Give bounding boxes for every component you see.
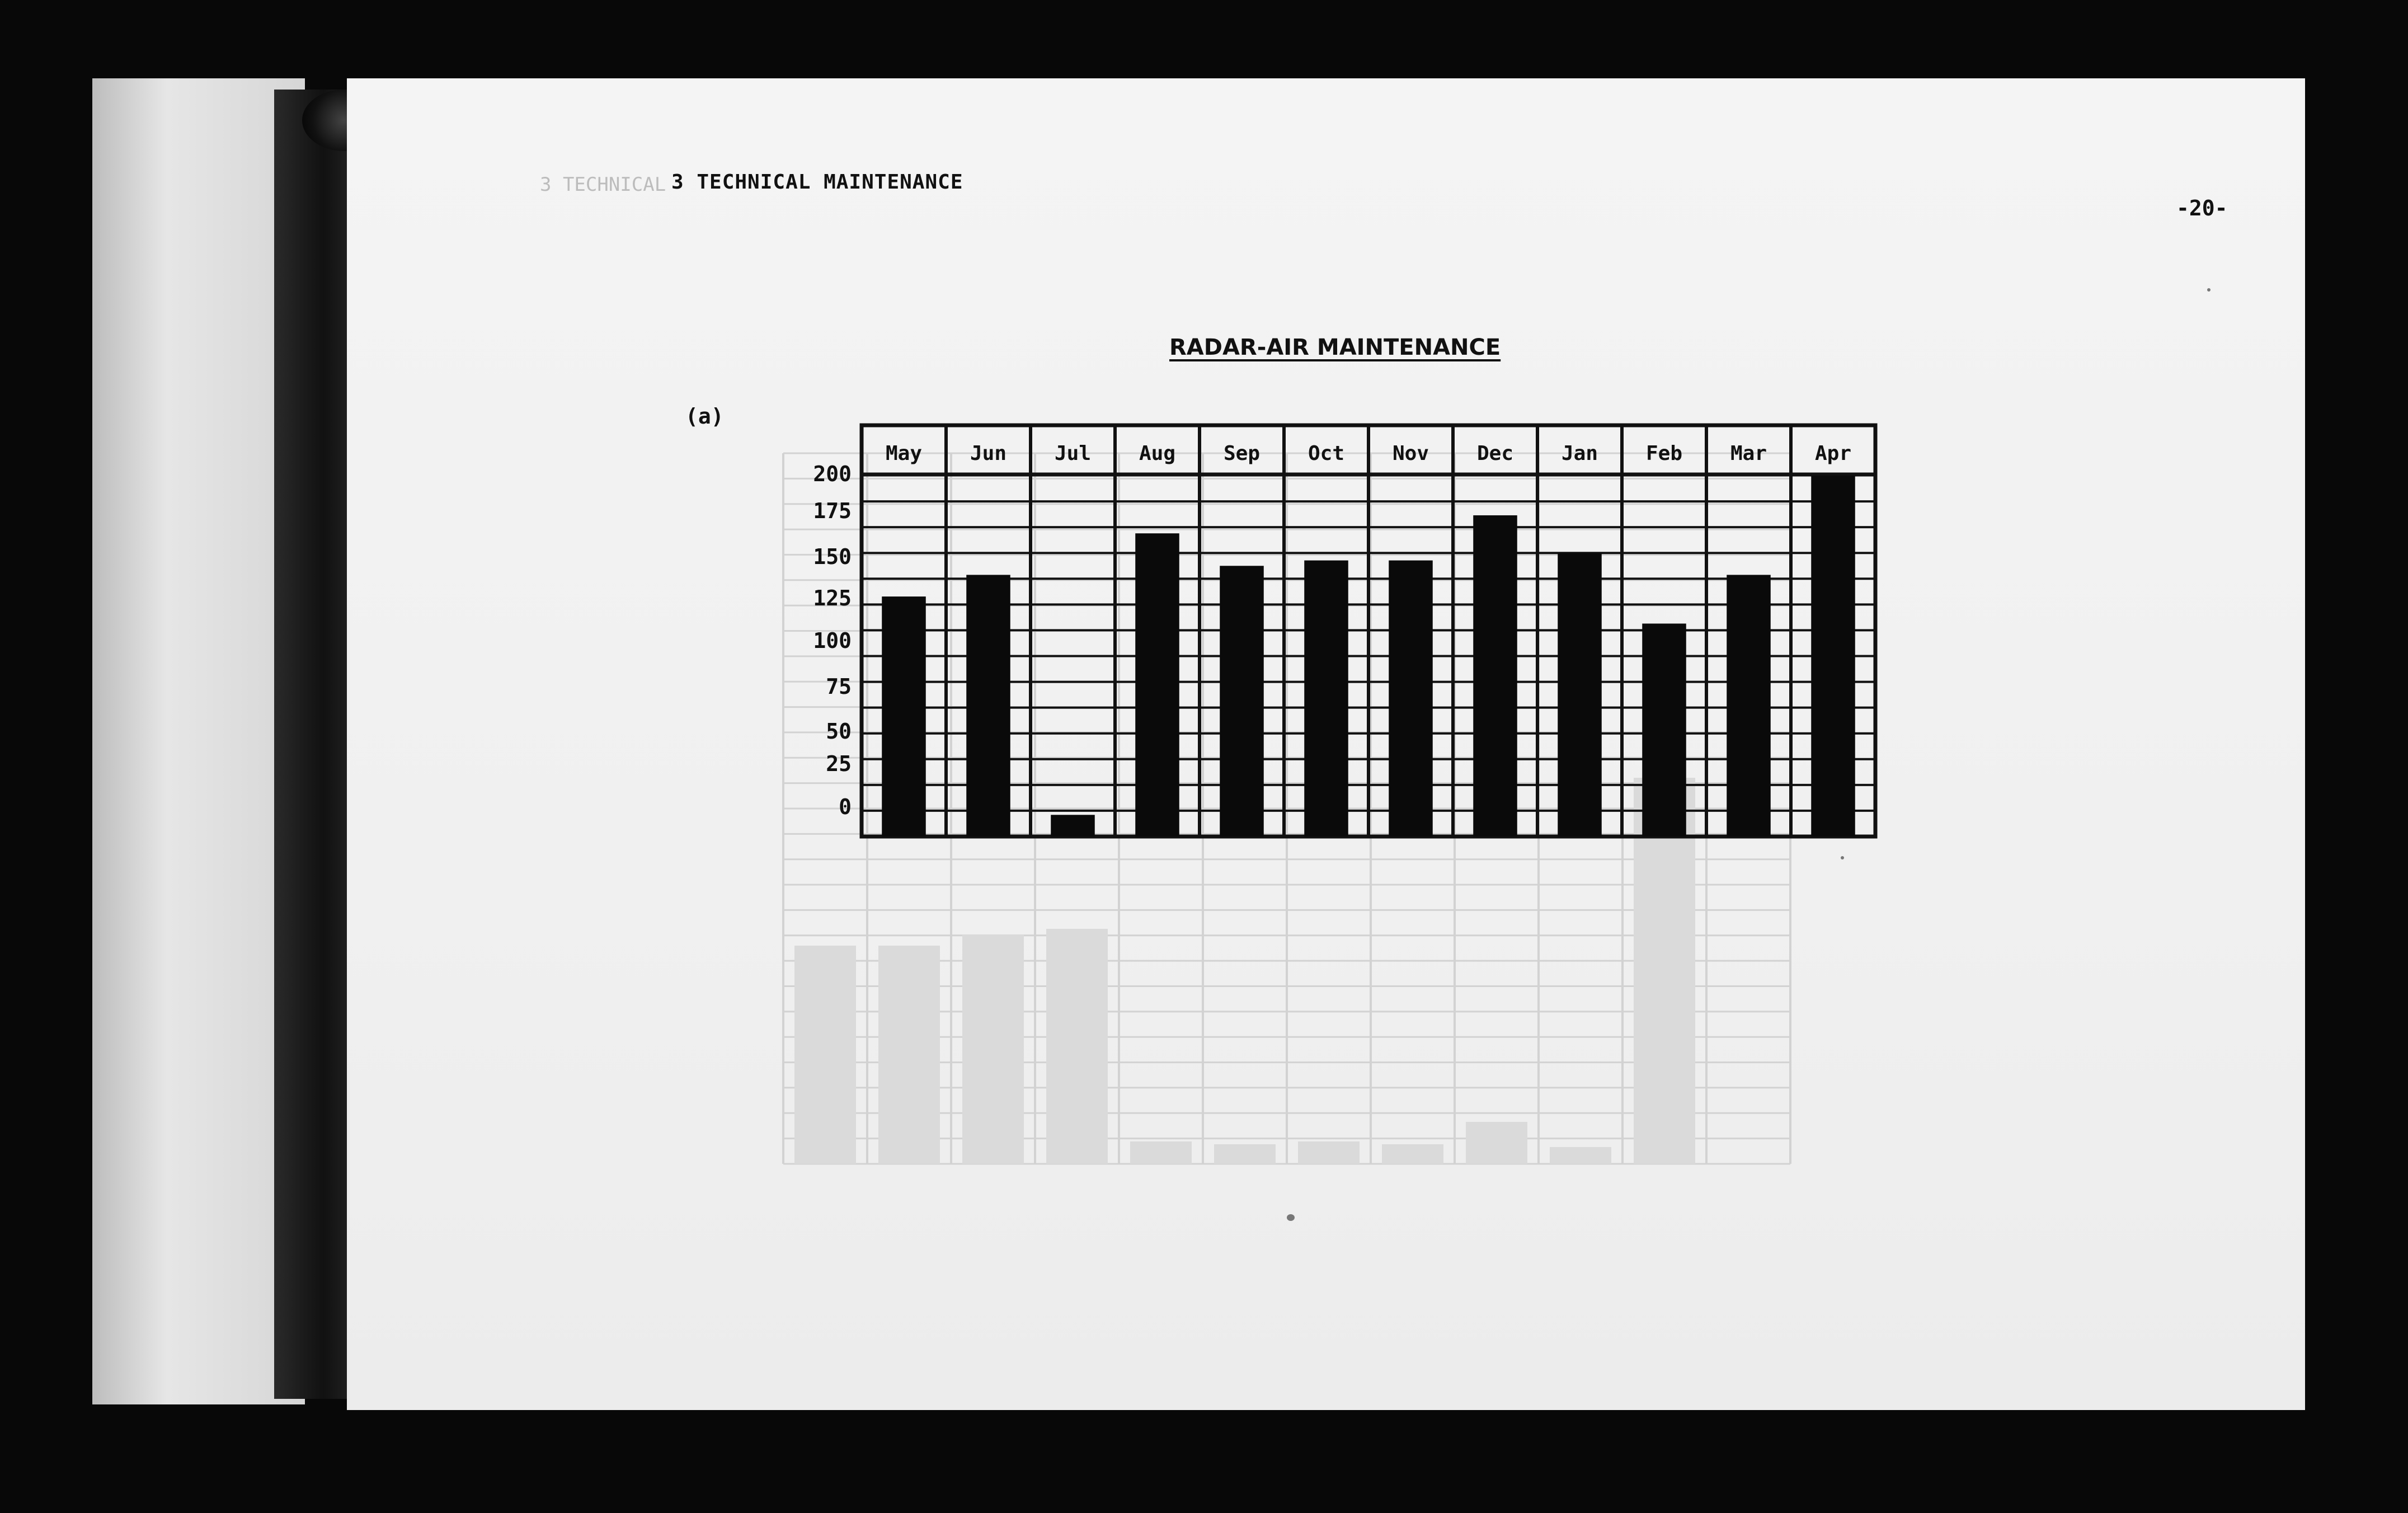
month-label-dec: Dec <box>1476 442 1514 465</box>
ghost-header-text: 3 TECHNICAL <box>540 173 666 196</box>
dust-speck <box>1287 1214 1295 1221</box>
month-label-nov: Nov <box>1392 442 1429 465</box>
month-label-apr: Apr <box>1814 442 1852 465</box>
y-tick-label: 100 <box>813 628 852 653</box>
ghost-bar-shape <box>962 934 1024 1164</box>
month-label-aug: Aug <box>1139 442 1176 465</box>
month-label-feb: Feb <box>1645 442 1683 465</box>
ghost-bar-shape <box>878 946 940 1164</box>
ghost-bar-shape <box>1046 929 1108 1164</box>
bar-nov <box>1389 561 1433 837</box>
bar-jan <box>1558 553 1602 837</box>
y-tick-label: 25 <box>826 751 852 776</box>
bar-may <box>882 596 926 837</box>
ghost-bar-shape <box>1466 1122 1527 1164</box>
y-tick-label: 75 <box>826 674 852 699</box>
y-tick-label: 200 <box>813 462 852 486</box>
ghost-bar-shape <box>1130 1141 1192 1164</box>
ghost-bar-shape <box>1382 1144 1443 1164</box>
month-label-mar: Mar <box>1730 442 1767 465</box>
bar-mar <box>1727 575 1771 837</box>
month-label-may: May <box>885 442 923 465</box>
y-tick-label: 125 <box>813 586 852 610</box>
bar-chart <box>813 408 1902 890</box>
ghost-bar-shape <box>1214 1144 1276 1164</box>
page-header: 3 TECHNICAL MAINTENANCE <box>671 171 963 194</box>
ghost-bar-shape <box>1550 1147 1611 1164</box>
chart-grid <box>862 425 1875 837</box>
page-number: -20- <box>2176 196 2228 220</box>
month-label-sep: Sep <box>1223 442 1261 465</box>
bar-feb <box>1642 623 1686 837</box>
month-label-jul: Jul <box>1054 442 1092 465</box>
bar-oct <box>1304 561 1348 837</box>
dust-speck <box>2207 288 2211 292</box>
left-facing-page <box>92 78 305 1404</box>
y-tick-label: 50 <box>826 719 852 744</box>
chart-title: RADAR-AIR MAINTENANCE <box>1169 335 1501 360</box>
y-tick-label: 150 <box>813 544 852 569</box>
bar-dec <box>1473 515 1517 837</box>
month-label-jun: Jun <box>970 442 1007 465</box>
dust-speck <box>1841 856 1844 859</box>
bar-aug <box>1135 533 1179 837</box>
ghost-bar-shape <box>1298 1141 1360 1164</box>
month-label-oct: Oct <box>1308 442 1345 465</box>
ghost-bar-shape <box>794 946 856 1164</box>
month-label-jan: Jan <box>1561 442 1598 465</box>
bar-sep <box>1220 566 1264 837</box>
bar-jul <box>1051 815 1095 837</box>
y-tick-label: 0 <box>839 795 852 819</box>
bar-jun <box>966 575 1010 837</box>
section-marker: (a) <box>685 404 724 429</box>
y-tick-label: 175 <box>813 499 852 523</box>
bar-apr <box>1811 476 1855 837</box>
